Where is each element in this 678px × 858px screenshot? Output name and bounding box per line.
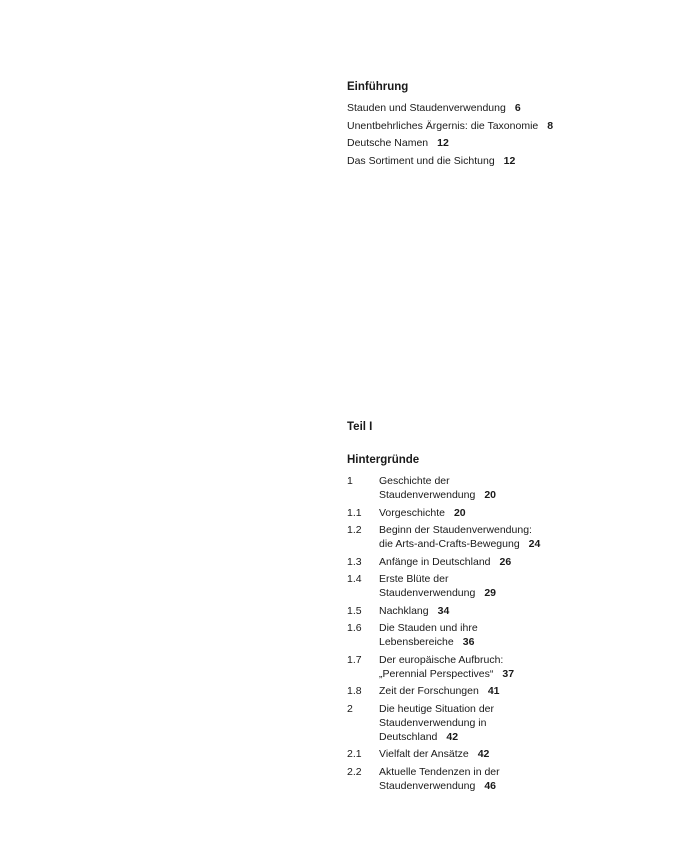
intro-section: [347, 80, 672, 170]
toc-entry-title-line: [379, 667, 672, 681]
part-entry-list: [347, 474, 672, 793]
toc-entry-text: [379, 523, 672, 551]
toc-entry-title-line: [379, 702, 672, 716]
toc-entry-text: [379, 474, 672, 502]
toc-entry-title: Beginn der Staudenverwendung:: [379, 524, 532, 536]
toc-entry-page: 8: [547, 119, 554, 132]
toc-entry[interactable]: [347, 135, 672, 153]
toc-entry-text: [379, 572, 672, 600]
toc-entry-text: [379, 604, 672, 618]
toc-entry-title-line: [379, 555, 672, 569]
part-heading: Hintergründe: [347, 454, 420, 466]
toc-entry[interactable]: [347, 702, 672, 744]
toc-entry[interactable]: [347, 523, 672, 551]
toc-entry-title: Staudenverwendung: [379, 779, 476, 792]
toc-entry-title: Die heutige Situation der: [379, 702, 494, 715]
toc-entry[interactable]: [347, 118, 672, 136]
toc-entry-title-line: [379, 730, 672, 744]
toc-entry-title-line: [379, 684, 672, 698]
toc-entry-title: Unentbehrliches Ärgernis: die Taxonomie: [347, 119, 539, 132]
toc-entry[interactable]: [347, 684, 672, 698]
toc-entry-title-line: [379, 506, 672, 520]
toc-entry-title-line: [379, 488, 672, 502]
toc-entry-title: Lebensbereiche: [379, 636, 454, 648]
toc-entry-title: Anfänge in Deutschland: [379, 555, 491, 568]
toc-entry-number: 1.4: [347, 573, 362, 585]
toc-entry-title-line: [379, 523, 672, 537]
part-label: Teil I: [347, 421, 373, 433]
toc-entry-page: 24: [528, 538, 541, 550]
part-section: [347, 420, 672, 796]
toc-entry-number: 1.2: [347, 524, 362, 536]
toc-entry-title-line: [379, 747, 672, 761]
toc-entry-page: 42: [446, 730, 459, 743]
toc-entry-title: die Arts-and-Crafts-Bewegung: [379, 538, 520, 550]
toc-entry-title-line: [379, 586, 672, 600]
toc-entry-title: Die Stauden und ihre: [379, 622, 478, 634]
toc-entry-number: 1.8: [347, 685, 362, 697]
toc-entry-text: [379, 702, 672, 744]
toc-entry-title: Staudenverwendung in: [379, 716, 487, 729]
toc-entry-number: 1: [347, 475, 353, 487]
toc-entry-title: Nachklang: [379, 604, 429, 617]
toc-entry-title: Staudenverwendung: [379, 587, 476, 599]
toc-entry-text: [379, 621, 672, 649]
toc-entry-title: Der europäische Aufbruch:: [379, 653, 504, 666]
toc-entry-number: 1.1: [347, 506, 362, 519]
toc-entry[interactable]: [347, 474, 672, 502]
toc-entry-page: 26: [499, 555, 512, 568]
toc-entry[interactable]: [347, 153, 672, 171]
toc-entry-number: 1.7: [347, 653, 362, 666]
toc-entry-title: Deutschland: [379, 730, 438, 743]
toc-entry-title: Staudenverwendung: [379, 489, 476, 501]
toc-entry-title-line: [379, 474, 672, 488]
toc-entry-page: 12: [437, 137, 449, 149]
toc-entry-title-line: [379, 716, 672, 730]
toc-entry-title: Geschichte der: [379, 475, 450, 487]
toc-entry-title: „Perennial Perspectives“: [379, 667, 494, 680]
toc-entry-number: 1.5: [347, 604, 362, 617]
toc-entry-number: 2: [347, 702, 353, 715]
toc-entry-number: 1.3: [347, 555, 362, 568]
toc-entry-text: [379, 506, 672, 520]
toc-entry[interactable]: [347, 572, 672, 600]
toc-entry-number: 2.2: [347, 765, 362, 778]
toc-entry-page: 20: [484, 489, 497, 501]
toc-entry-title: Erste Blüte der: [379, 573, 449, 585]
toc-entry-page: 37: [502, 667, 515, 680]
toc-entry-page: 6: [514, 102, 521, 114]
toc-entry-title-line: [379, 765, 672, 779]
toc-entry[interactable]: [347, 100, 672, 118]
toc-entry-title-line: [379, 653, 672, 667]
toc-entry-page: 12: [503, 154, 516, 167]
toc-entry-text: [379, 653, 672, 681]
toc-entry-title-line: [379, 604, 672, 618]
toc-entry-text: [379, 684, 672, 698]
toc-entry-text: [379, 747, 672, 761]
toc-entry-page: 20: [453, 506, 466, 519]
toc-entry-text: [379, 765, 672, 793]
toc-entry-title: Deutsche Namen: [347, 137, 429, 149]
toc-entry-text: [379, 555, 672, 569]
toc-entry-page: 34: [437, 604, 450, 617]
toc-entry[interactable]: [347, 506, 672, 520]
toc-entry-page: 41: [487, 685, 500, 697]
toc-entry-title: Vorgeschichte: [379, 506, 445, 519]
toc-entry[interactable]: [347, 555, 672, 569]
toc-entry-number: 1.6: [347, 622, 362, 634]
toc-entry-title-line: [379, 621, 672, 635]
toc-entry-title: Zeit der Forschungen: [379, 685, 479, 697]
intro-entry-list: [347, 100, 672, 170]
toc-entry-page: 42: [477, 748, 490, 760]
toc-entry-title: Das Sortiment und die Sichtung: [347, 154, 495, 167]
toc-entry[interactable]: [347, 604, 672, 618]
toc-entry[interactable]: [347, 747, 672, 761]
toc-entry-title-line: [379, 635, 672, 649]
toc-entry-title: Vielfalt der Ansätze: [379, 748, 469, 760]
toc-entry[interactable]: [347, 765, 672, 793]
toc-entry-title-line: [379, 572, 672, 586]
toc-entry-title-line: [379, 779, 672, 793]
toc-entry-title: Stauden und Staudenverwendung: [347, 102, 506, 114]
toc-entry-page: 46: [484, 779, 497, 792]
toc-entry-title-line: [379, 537, 672, 551]
toc-entry-number: 2.1: [347, 748, 362, 760]
toc-entry-page: 29: [484, 587, 497, 599]
toc-entry-title: Aktuelle Tendenzen in der: [379, 765, 500, 778]
intro-heading: Einführung: [347, 81, 409, 93]
toc-entry[interactable]: [347, 621, 672, 649]
toc-entry-page: 36: [462, 636, 475, 648]
toc-entry[interactable]: [347, 653, 672, 681]
